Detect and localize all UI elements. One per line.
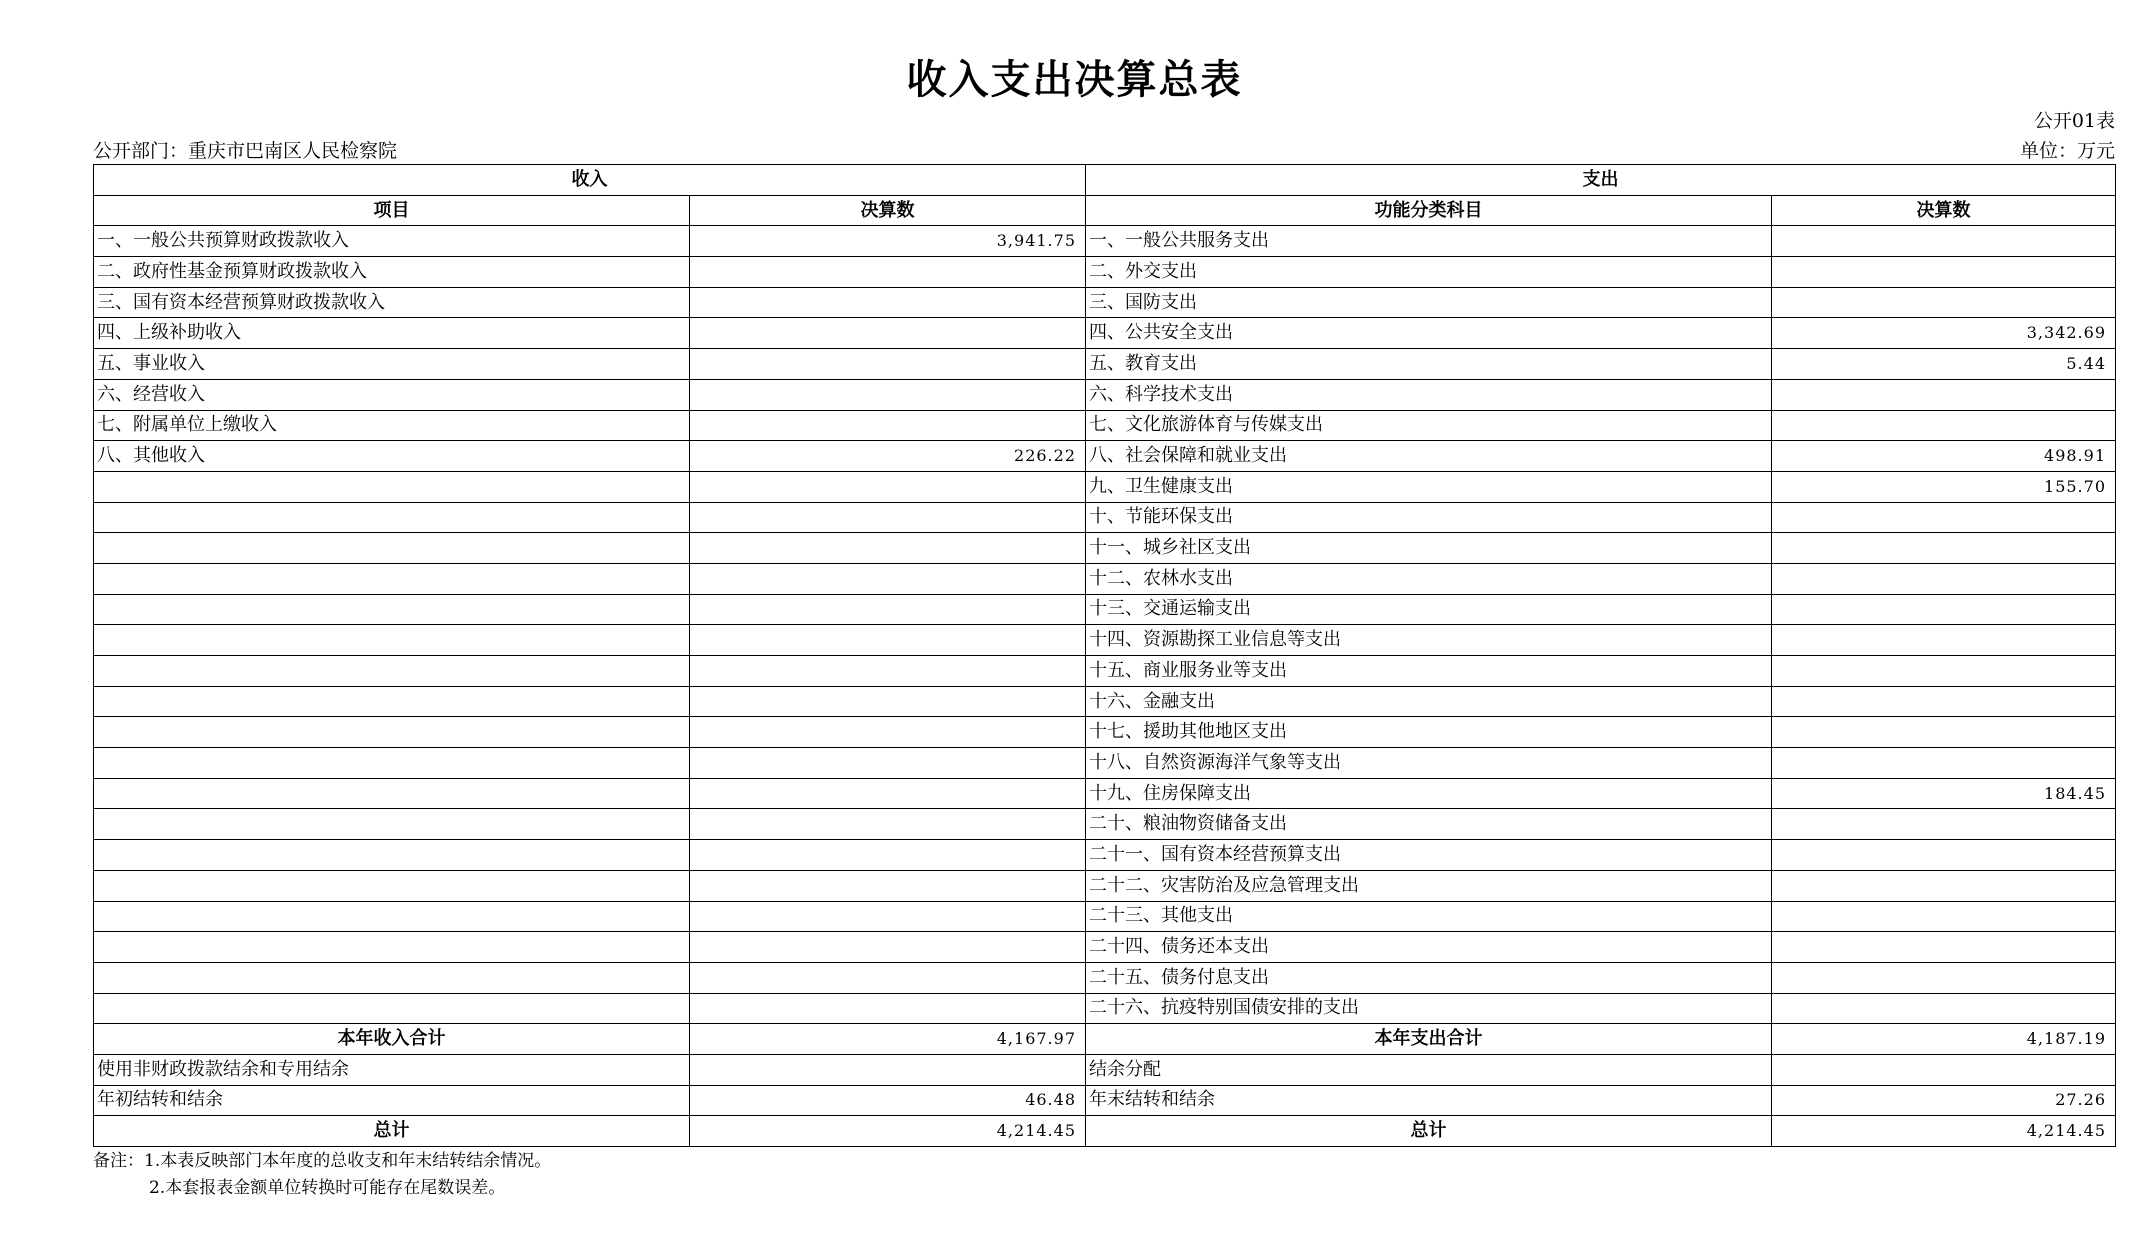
nonfiscal-row: [94, 1054, 2116, 1085]
income-amount-column-header: 决算数: [690, 195, 1086, 226]
income-amount-cell: [690, 901, 1086, 932]
department-label: 公开部门：重庆市巴南区人民检察院: [93, 140, 398, 162]
table-row: [94, 287, 2116, 318]
expense-header: 支出: [1086, 165, 2116, 196]
income-item-cell: [94, 625, 690, 656]
income-amount-cell: [690, 993, 1086, 1024]
expense-amount-cell: [1772, 502, 2116, 533]
income-item-cell: 四、上级补助收入: [94, 318, 690, 349]
expense-item-cell: 十六、金融支出: [1086, 686, 1772, 717]
income-amount-cell: [690, 318, 1086, 349]
expense-amount-cell: [1772, 993, 2116, 1024]
income-amount-cell: [690, 656, 1086, 687]
table-row: [94, 471, 2116, 502]
expense-amount-cell: [1772, 809, 2116, 840]
income-item-cell: 七、附属单位上缴收入: [94, 410, 690, 441]
income-amount-cell: 226.22: [690, 441, 1086, 472]
table-row: [94, 809, 2116, 840]
grand-total-label: 总计: [94, 1116, 690, 1147]
income-item-cell: [94, 471, 690, 502]
income-amount-cell: [690, 625, 1086, 656]
income-amount-cell: [690, 717, 1086, 748]
note-1: 备注：1.本表反映部门本年度的总收支和年末结转结余情况。: [93, 1151, 552, 1171]
table-row: [94, 870, 2116, 901]
column-header-row: [94, 195, 2116, 226]
annual-total-row: [94, 1024, 2116, 1055]
expense-amount-cell: [1772, 410, 2116, 441]
expense-amount-cell: [1772, 962, 2116, 993]
expense-amount-cell: [1772, 748, 2116, 779]
expense-amount-cell: 184.45: [1772, 778, 2116, 809]
item-column-header: 项目: [94, 195, 690, 226]
income-item-cell: 六、经营收入: [94, 379, 690, 410]
income-item-cell: [94, 809, 690, 840]
table-row: [94, 226, 2116, 257]
income-item-cell: [94, 840, 690, 871]
form-number: 公开01表: [2033, 110, 2115, 132]
unit-label: 单位：万元: [2019, 140, 2115, 162]
income-amount-cell: [690, 410, 1086, 441]
expense-item-cell: 五、教育支出: [1086, 349, 1772, 380]
carryover-row: [94, 1085, 2116, 1116]
expense-amount-cell: [1772, 563, 2116, 594]
nonfiscal-label: 使用非财政拨款结余和专用结余: [94, 1054, 690, 1085]
income-amount-cell: [690, 686, 1086, 717]
table-row: [94, 625, 2116, 656]
expense-item-cell: 一、一般公共服务支出: [1086, 226, 1772, 257]
income-item-cell: [94, 962, 690, 993]
budget-table: [93, 164, 2116, 1147]
expense-item-cell: 二十一、国有资本经营预算支出: [1086, 840, 1772, 871]
notes: [93, 1148, 551, 1202]
expense-item-cell: 十九、住房保障支出: [1086, 778, 1772, 809]
grand-total-expense: 4,214.45: [1772, 1116, 2116, 1147]
grand-total-income: 4,214.45: [690, 1116, 1086, 1147]
expense-amount-column-header: 决算数: [1772, 195, 2116, 226]
table-row: [94, 257, 2116, 288]
income-item-cell: [94, 594, 690, 625]
expense-item-cell: 十二、农林水支出: [1086, 563, 1772, 594]
surplus-allocation-value: [1772, 1054, 2116, 1085]
income-amount-cell: [690, 349, 1086, 380]
expense-item-cell: 二十二、灾害防治及应急管理支出: [1086, 870, 1772, 901]
expense-amount-cell: 3,342.69: [1772, 318, 2116, 349]
income-amount-cell: [690, 809, 1086, 840]
table-row: [94, 533, 2116, 564]
end-carryover-label: 年末结转和结余: [1086, 1085, 1772, 1116]
income-item-cell: 一、一般公共预算财政拨款收入: [94, 226, 690, 257]
income-header: 收入: [94, 165, 1086, 196]
income-amount-cell: [690, 563, 1086, 594]
income-item-cell: [94, 686, 690, 717]
table-row: [94, 717, 2116, 748]
section-header-row: [94, 165, 2116, 196]
expense-item-cell: 四、公共安全支出: [1086, 318, 1772, 349]
expense-item-cell: 十三、交通运输支出: [1086, 594, 1772, 625]
income-amount-cell: [690, 962, 1086, 993]
income-item-cell: 三、国有资本经营预算财政拨款收入: [94, 287, 690, 318]
income-amount-cell: [690, 594, 1086, 625]
end-carryover-value: 27.26: [1772, 1085, 2116, 1116]
expense-item-cell: 八、社会保障和就业支出: [1086, 441, 1772, 472]
expense-item-cell: 七、文化旅游体育与传媒支出: [1086, 410, 1772, 441]
income-item-cell: [94, 533, 690, 564]
expense-amount-cell: [1772, 533, 2116, 564]
page-title: 收入支出决算总表: [906, 57, 1243, 103]
expense-amount-cell: [1772, 840, 2116, 871]
expense-item-cell: 十五、商业服务业等支出: [1086, 656, 1772, 687]
expense-amount-cell: [1772, 717, 2116, 748]
expense-amount-cell: [1772, 656, 2116, 687]
income-amount-cell: [690, 533, 1086, 564]
expense-item-cell: 二、外交支出: [1086, 257, 1772, 288]
income-amount-cell: [690, 471, 1086, 502]
table-row: [94, 656, 2116, 687]
expense-amount-cell: [1772, 226, 2116, 257]
income-item-cell: [94, 870, 690, 901]
income-total-label: 本年收入合计: [94, 1024, 690, 1055]
expense-amount-cell: [1772, 686, 2116, 717]
income-amount-cell: [690, 932, 1086, 963]
expense-item-cell: 六、科学技术支出: [1086, 379, 1772, 410]
expense-amount-cell: [1772, 901, 2116, 932]
table-row: [94, 502, 2116, 533]
income-item-cell: [94, 778, 690, 809]
expense-total-label: 本年支出合计: [1086, 1024, 1772, 1055]
income-amount-cell: [690, 502, 1086, 533]
table-row: [94, 840, 2116, 871]
surplus-allocation-label: 结余分配: [1086, 1054, 1772, 1085]
income-item-cell: [94, 748, 690, 779]
table-row: [94, 962, 2116, 993]
table-row: [94, 901, 2116, 932]
expense-item-cell: 二十六、抗疫特别国债安排的支出: [1086, 993, 1772, 1024]
income-item-cell: 八、其他收入: [94, 441, 690, 472]
expense-amount-cell: [1772, 594, 2116, 625]
expense-item-cell: 二十四、债务还本支出: [1086, 932, 1772, 963]
table-row: [94, 410, 2116, 441]
expense-item-cell: 九、卫生健康支出: [1086, 471, 1772, 502]
income-item-cell: 二、政府性基金预算财政拨款收入: [94, 257, 690, 288]
expense-amount-cell: [1772, 379, 2116, 410]
income-total-value: 4,167.97: [690, 1024, 1086, 1055]
expense-amount-cell: [1772, 625, 2116, 656]
income-item-cell: [94, 656, 690, 687]
income-amount-cell: [690, 379, 1086, 410]
income-item-cell: 五、事业收入: [94, 349, 690, 380]
begin-carryover-value: 46.48: [690, 1085, 1086, 1116]
table-row: [94, 686, 2116, 717]
grand-total-label-expense: 总计: [1086, 1116, 1772, 1147]
table-row: [94, 748, 2116, 779]
income-item-cell: [94, 502, 690, 533]
income-amount-cell: [690, 840, 1086, 871]
expense-item-cell: 十七、援助其他地区支出: [1086, 717, 1772, 748]
table-row: [94, 318, 2116, 349]
income-amount-cell: [690, 778, 1086, 809]
income-amount-cell: [690, 870, 1086, 901]
expense-item-cell: 二十、粮油物资储备支出: [1086, 809, 1772, 840]
begin-carryover-label: 年初结转和结余: [94, 1085, 690, 1116]
income-item-cell: [94, 717, 690, 748]
note-2: 2.本套报表金额单位转换时可能存在尾数误差。: [149, 1178, 506, 1198]
table-row: [94, 594, 2116, 625]
income-item-cell: [94, 993, 690, 1024]
income-amount-cell: [690, 287, 1086, 318]
income-amount-cell: 3,941.75: [690, 226, 1086, 257]
expense-total-value: 4,187.19: [1772, 1024, 2116, 1055]
expense-amount-cell: 498.91: [1772, 441, 2116, 472]
expense-amount-cell: 5.44: [1772, 349, 2116, 380]
expense-amount-cell: [1772, 870, 2116, 901]
table-row: [94, 778, 2116, 809]
table-row: [94, 441, 2116, 472]
table-row: [94, 993, 2116, 1024]
expense-item-cell: 十八、自然资源海洋气象等支出: [1086, 748, 1772, 779]
income-item-cell: [94, 932, 690, 963]
income-amount-cell: [690, 257, 1086, 288]
expense-amount-cell: [1772, 257, 2116, 288]
expense-item-cell: 二十五、债务付息支出: [1086, 962, 1772, 993]
expense-item-cell: 二十三、其他支出: [1086, 901, 1772, 932]
income-amount-cell: [690, 748, 1086, 779]
expense-item-cell: 十一、城乡社区支出: [1086, 533, 1772, 564]
expense-amount-cell: [1772, 287, 2116, 318]
nonfiscal-value: [690, 1054, 1086, 1085]
income-item-cell: [94, 901, 690, 932]
expense-amount-cell: 155.70: [1772, 471, 2116, 502]
expense-amount-cell: [1772, 932, 2116, 963]
table-row: [94, 563, 2116, 594]
income-item-cell: [94, 563, 690, 594]
expense-item-cell: 十、节能环保支出: [1086, 502, 1772, 533]
table-row: [94, 349, 2116, 380]
table-row: [94, 379, 2116, 410]
grand-total-row: [94, 1116, 2116, 1147]
expense-item-cell: 十四、资源勘探工业信息等支出: [1086, 625, 1772, 656]
expense-item-cell: 三、国防支出: [1086, 287, 1772, 318]
function-category-column-header: 功能分类科目: [1086, 195, 1772, 226]
table-row: [94, 932, 2116, 963]
